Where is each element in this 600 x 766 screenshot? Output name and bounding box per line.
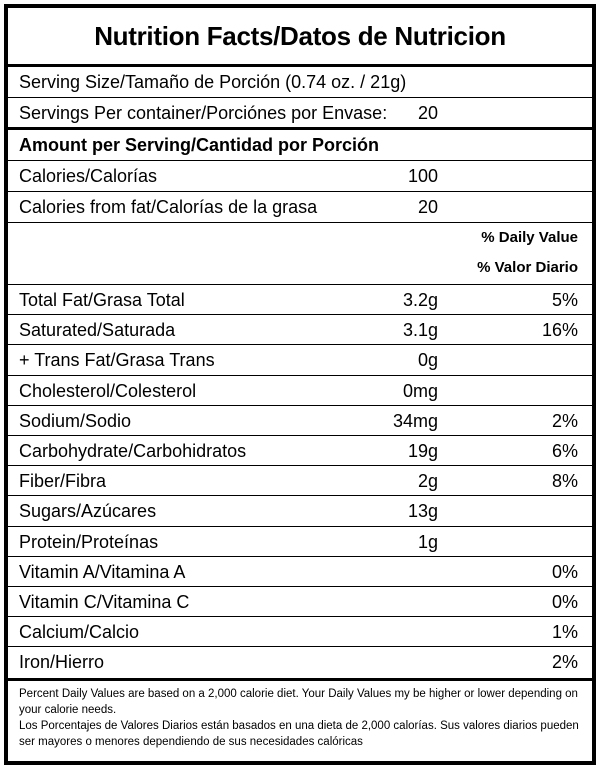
nutrient-amount: 3.2g [402, 290, 438, 310]
divider [8, 222, 592, 223]
amount-per-serving-heading: Amount per Serving/Cantidad por Porción [19, 135, 380, 155]
nutrient-amount: 1g [417, 532, 438, 552]
serving-size: Serving Size/Tamaño de Porción (0.74 oz. / 21g) [19, 72, 407, 92]
nutrient-daily-value: 2% [551, 411, 578, 431]
nutrient-daily-value: 0% [551, 562, 578, 582]
nutrient-row [8, 466, 592, 496]
nutrient-label: Iron/Hierro [19, 652, 105, 672]
nutrient-row [8, 496, 592, 526]
calories-from-fat-row [8, 192, 592, 222]
nutrient-label: Vitamin A/Vitamina A [19, 562, 186, 582]
nutrient-row [8, 527, 592, 557]
nutrient-daily-value: 0% [551, 592, 578, 612]
nutrient-label: Sodium/Sodio [19, 411, 132, 431]
daily-value-header: % Daily Value [481, 229, 578, 246]
nutrient-amount: 0g [417, 350, 438, 370]
nutrient-row [8, 587, 592, 617]
nutrient-daily-value: 6% [551, 441, 578, 461]
nutrient-label: + Trans Fat/Grasa Trans [19, 350, 215, 370]
nutrient-amount: 3.1g [402, 320, 438, 340]
nutrient-label: Calcium/Calcio [19, 622, 140, 642]
nutrient-row [8, 617, 592, 647]
nutrient-label: Cholesterol/Colesterol [19, 381, 197, 401]
footnote-spanish: Los Porcentajes de Valores Diarios están basados en una dieta de 2,000 calorías. Sus valores diarios pueden ser mayores o menores dependiendo de sus necesidades calóricas [19, 720, 579, 748]
footnote-english: Percent Daily Values are based on a 2,000 calorie diet. Your Daily Values my be higher or lower depending on your calorie needs. [19, 688, 578, 716]
nutrient-amount: 19g [407, 441, 438, 461]
nutrient-label: Total Fat/Grasa Total [19, 290, 185, 310]
calories-from-fat-value: 20 [417, 197, 438, 217]
footnote [19, 686, 585, 750]
nutrient-amount: 34mg [392, 411, 438, 431]
calories-label: Calories/Calorías [19, 166, 158, 186]
nutrient-daily-value: 16% [541, 320, 578, 340]
nutrient-daily-value: 2% [551, 652, 578, 672]
nutrient-amount: 13g [407, 501, 438, 521]
calories-value: 100 [407, 166, 438, 186]
calories-row [8, 161, 592, 191]
servings-per-container-row [8, 98, 592, 128]
nutrient-label: Saturated/Saturada [19, 320, 176, 340]
nutrient-daily-value: 1% [551, 622, 578, 642]
nutrient-row [8, 647, 592, 677]
nutrient-amount: 0mg [402, 381, 438, 401]
nutrient-row [8, 436, 592, 466]
nutrient-row [8, 406, 592, 436]
nutrient-row [8, 315, 592, 345]
serving-size-row [8, 67, 592, 97]
nutrient-label: Fiber/Fibra [19, 471, 107, 491]
nutrient-label: Vitamin C/Vitamina C [19, 592, 190, 612]
servings-per-container-label: Servings Per container/Porciónes por Envase: [19, 103, 388, 123]
nutrient-row [8, 345, 592, 375]
nutrient-row [8, 376, 592, 406]
nutrition-label [4, 4, 596, 765]
divider [8, 678, 592, 681]
amount-per-serving-row [8, 130, 592, 160]
calories-from-fat-label: Calories from fat/Calorías de la grasa [19, 197, 318, 217]
nutrient-row [8, 557, 592, 587]
servings-per-container-value: 20 [417, 103, 438, 123]
nutrient-daily-value: 8% [551, 471, 578, 491]
nutrient-label: Carbohydrate/Carbohidratos [19, 441, 247, 461]
nutrient-label: Sugars/Azúcares [19, 501, 157, 521]
nutrient-label: Protein/Proteínas [19, 532, 159, 552]
nutrient-amount: 2g [417, 471, 438, 491]
label-title: Nutrition Facts/Datos de Nutricion [94, 20, 506, 51]
nutrient-daily-value: 5% [551, 290, 578, 310]
valor-diario-header: % Valor Diario [477, 259, 578, 276]
nutrient-row [8, 285, 592, 315]
